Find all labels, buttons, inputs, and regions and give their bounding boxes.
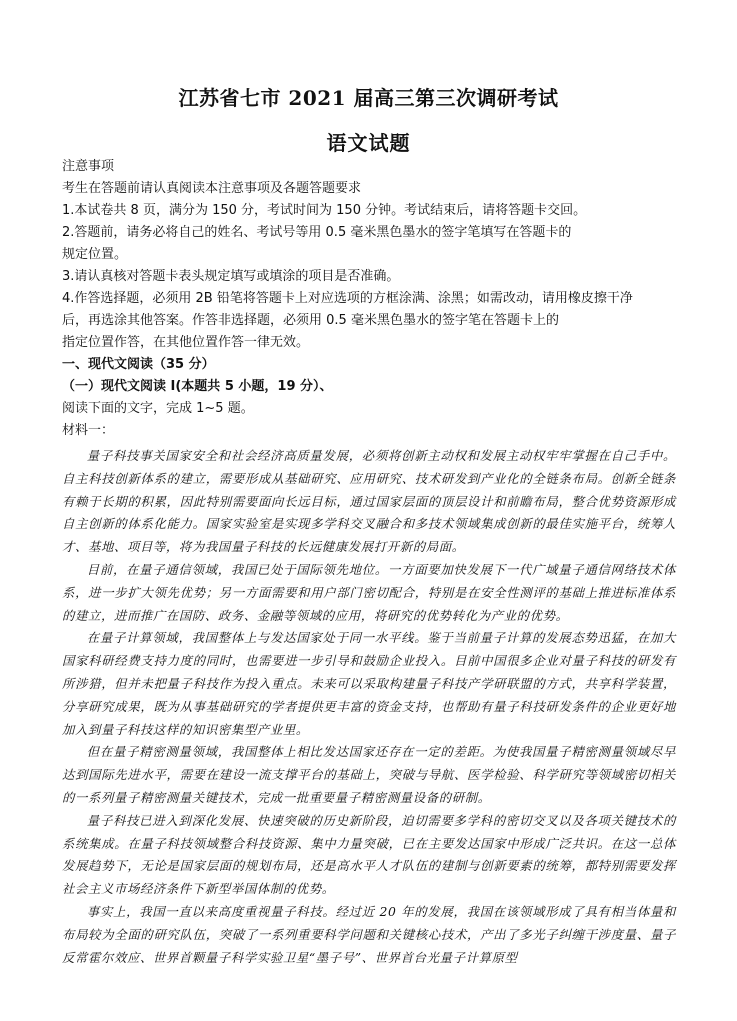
section-heading: 一、现代文阅读（35 分）: [62, 357, 215, 372]
notice-line: 指定位置作答，在其他位置作答一律无效。: [62, 335, 310, 350]
notice-line: 考生在答题前请认真阅读本注意事项及各题答题要求: [62, 181, 362, 196]
exam-title: 江苏省七市 2021 届高三第三次调研考试: [178, 86, 559, 110]
section-instruction: 阅读下面的文字，完成 1~5 题。: [62, 401, 254, 416]
exam-subtitle: 语文试题: [326, 131, 411, 155]
material-label: 材料一：: [62, 423, 115, 438]
notice-line: 后，再选涂其他答案。作答非选择题，必须用 0.5 毫米黑色墨水的签字笔在答题卡上的: [62, 313, 559, 328]
section-subheading: （一）现代文阅读 I(本题共 5 小题，19 分）、: [62, 379, 333, 394]
notice-line: 规定位置。: [62, 247, 128, 262]
notice-line: 2.答题前，请务必将自己的姓名、考试号等用 0.5 毫米黑色墨水的签字笔填写在答题卡的: [62, 225, 572, 240]
paragraph: 但在量子精密测量领域，我国整体上相比发达国家还存在一定的差距。为使我国量子精密测量领域尽早达到国际先进水平，需要在建设一流支撑平台的基础上，突破与导航、医学检验、科学研究等领域密切相关的一系列量子精密测量关键技术，完成一批重要量子精密测量设备的研制。: [62, 744, 676, 805]
paragraph: 目前，在量子通信领域，我国已处于国际领先地位。一方面要加快发展下一代广域量子通信网络技术体系，进一步扩大领先优势；另一方面需要和用户部门密切配合，特别是在安全性测评的基础上推进标准体系的建立，进而推广在国防、政务、金融等领域的应用，将研究的优势转化为产业的优势。: [62, 561, 676, 623]
notice-line: 4.作答选择题，必须用 2B 铅笔将答题卡上对应选项的方框涂满、涂黑；如需改动，请用橡皮擦干净: [62, 291, 633, 306]
notice-line: 1.本试卷共 8 页，满分为 150 分，考试时间为 150 分钟。考试结束后，请将答题卡交回。: [62, 203, 587, 218]
notice-heading: 注意事项: [62, 159, 115, 174]
material-body: [62, 445, 676, 969]
paragraph: 量子科技事关国家安全和社会经济高质量发展，必须将创新主动权和发展主动权牢牢掌握在自己手中。自主科技创新体系的建立，需要形成从基础研究、应用研究、技术研发到产业化的全链条布局。创新全链条有赖于长期的积累，因此特别需要面向长远目标，通过国家层面的顶层设计和前瞻布局，整合优势资源形成自主创新的体系化能力。国家实验室是实现多学科交叉融合和多技术领域集成创新的最佳实施平台，统筹人才、基地、项目等，将为我国量子科技的长远健康发展打开新的局面。: [62, 448, 676, 555]
paragraph: 事实上，我国一直以来高度重视量子科技。经过近 20 年的发展，我国在该领域形成了具有相当体量和布局较为全面的研究队伍，突破了一系列重要科学问题和关键核心技术，产出了多光子纠缠干涉度量、量子反常霍尔效应、世界首颗量子科学实验卫星“墨子号”、世界首台光量子计算原型: [62, 903, 676, 965]
paragraph: 在量子计算领域，我国整体上与发达国家处于同一水平线。鉴于当前量子计算的发展态势迅猛，在加大国家科研经费支持力度的同时，也需要进一步引导和鼓励企业投入。目前中国很多企业对量子科技的研发有所涉猎，但并未把量子科技作为投入重点。未来可以采取构建量子科技产学研联盟的方式，共享科学装置，分享研究成果，既为从事基础研究的学者提供更丰富的资金支持，也帮助有量子科技研发条件的企业更好地加入到量子科技这样的知识密集型产业里。: [62, 630, 676, 737]
paragraph: 量子科技已进入到深化发展、快速突破的历史新阶段，迫切需要多学科的密切交叉以及各项关键技术的系统集成。在量子科技领域整合科技资源、集中力量突破，已在主要发达国家中形成广泛共识。在这一总体发展趋势下，无论是国家层面的规划布局，还是高水平人才队伍的建制与创新要素的统筹，都特别需要发挥社会主义市场经济条件下新型举国体制的优势。: [62, 812, 676, 897]
notice-line: 3.请认真核对答题卡表头规定填写或填涂的项目是否准确。: [62, 269, 400, 284]
